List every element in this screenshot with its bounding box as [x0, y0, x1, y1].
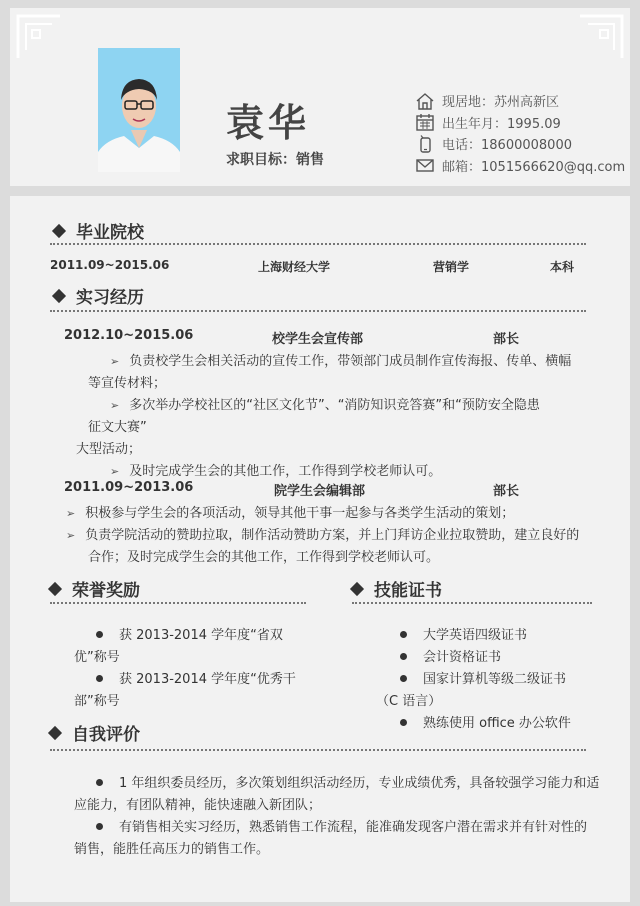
arrow-bullet-icon: ➢: [66, 507, 76, 520]
dot-bullet-icon: [400, 653, 407, 660]
job2-duty-2-cont: 合作；及时完成学生会的其他工作，工作得到学校老师认可。: [88, 550, 440, 565]
contact-phone: [414, 133, 634, 155]
diamond-bullet-icon: [52, 288, 66, 302]
honor-item-1: 获 2013-2014 学年度“省双: [96, 624, 283, 643]
dot-bullet-icon: [400, 631, 407, 638]
arrow-bullet-icon: ➢: [66, 529, 76, 542]
section-title-honors: 荣誉奖励: [50, 576, 140, 601]
contact-address: [414, 90, 634, 112]
address-text: 现居地：苏州高新区: [442, 95, 560, 111]
profile-photo: [98, 48, 180, 172]
mail-icon: [414, 156, 436, 174]
section-divider: [352, 602, 592, 604]
diamond-bullet-icon: [350, 581, 364, 595]
arrow-bullet-icon: ➢: [110, 399, 120, 412]
skill-item-1: 大学英语四级证书: [400, 624, 527, 643]
job1-duty-2-cont2: 大型活动；: [76, 442, 142, 457]
contact-list: [414, 90, 634, 176]
dot-bullet-icon: [400, 719, 407, 726]
skill-item-4: 熟练使用 office 办公软件: [400, 712, 571, 731]
phone-text: 电话：18600008000: [442, 138, 572, 154]
phone-icon: [414, 135, 436, 153]
section-title-skills: 技能证书: [352, 576, 442, 601]
self-eval-item-2: 有销售相关实习经历，熟悉销售工作流程，能准确发现客户潜在需求并有针对性的: [96, 816, 587, 835]
contact-email: [414, 155, 634, 177]
dot-bullet-icon: [400, 675, 407, 682]
self-eval-item-1-cont: 应能力，有团队精神，能快速融入新团队；: [74, 798, 322, 813]
arrow-bullet-icon: ➢: [110, 465, 120, 478]
birth-text: 出生年月：1995.09: [442, 116, 561, 132]
job1-duty-2: ➢ 多次举办学校社区的“社区文化节”、“消防知识竞答赛”和“预防安全隐患: [110, 398, 540, 413]
self-eval-item-1: 1 年组织委员经历，多次策划组织活动经历，专业成绩优秀，具备较强学习能力和适: [96, 772, 599, 791]
job2-duty-2: ➢ 负责学院活动的赞助拉取，制作活动赞助方案，并上门拜访企业拉取赞助，建立良好的: [66, 528, 580, 543]
skill-item-3: 国家计算机等级二级证书: [400, 668, 566, 687]
resume-body: [10, 196, 630, 902]
job1-duty-3: ➢ 及时完成学生会的其他工作，工作得到学校老师认可。: [110, 464, 442, 479]
job1-duty-1-cont: 等宣传材料；: [88, 376, 167, 391]
job2-department: 院学生会编辑部: [274, 484, 366, 499]
arrow-bullet-icon: ➢: [110, 355, 120, 368]
job-objective: 求职目标：销售: [226, 152, 324, 168]
skill-item-2: 会计资格证书: [400, 646, 501, 665]
corner-ornament-icon: [578, 14, 624, 60]
contact-birth: [414, 112, 634, 134]
job1-period: 2012.10~2015.06: [64, 328, 194, 343]
section-title-education: 毕业院校: [54, 218, 144, 243]
self-eval-item-2-cont: 销售，能胜任高压力的销售工作。: [74, 842, 270, 857]
skill-item-3-cont: （C 语言）: [376, 694, 442, 709]
section-divider: [50, 243, 586, 245]
dot-bullet-icon: [96, 779, 103, 786]
education-period: 2011.09~2015.06: [50, 258, 170, 272]
calendar-icon: [414, 113, 436, 131]
section-title-self-evaluation: 自我评价: [50, 720, 140, 745]
job1-department: 校学生会宣传部: [272, 332, 364, 347]
section-title-internship: 实习经历: [54, 283, 144, 308]
section-divider: [50, 749, 586, 751]
job2-period: 2011.09~2013.06: [64, 480, 194, 495]
resume-header: [10, 8, 630, 186]
dot-bullet-icon: [96, 631, 103, 638]
job2-duty-1: ➢ 积极参与学生会的各项活动，领导其他干事一起参与各类学生活动的策划；: [66, 506, 515, 521]
job1-role: 部长: [493, 332, 520, 347]
education-major: 营销学: [433, 260, 470, 274]
home-icon: [414, 92, 436, 110]
section-divider: [50, 602, 306, 604]
education-degree: 本科: [550, 260, 575, 274]
diamond-bullet-icon: [48, 581, 62, 595]
email-text: 邮箱：1051566620@qq.com: [442, 159, 626, 175]
honor-item-2-cont: 部”称号: [74, 694, 120, 709]
education-school: 上海财经大学: [258, 260, 331, 274]
job1-duty-2-cont: 征文大赛”: [88, 420, 147, 435]
honor-item-2: 获 2013-2014 学年度“优秀干: [96, 668, 296, 687]
section-divider: [50, 310, 586, 312]
honor-item-1-cont: 优”称号: [74, 650, 120, 665]
corner-ornament-icon: [16, 14, 62, 60]
job1-duty-1: ➢ 负责校学生会相关活动的宣传工作，带领部门成员制作宣传海报、传单、横幅: [110, 354, 572, 369]
diamond-bullet-icon: [52, 223, 66, 237]
dot-bullet-icon: [96, 675, 103, 682]
candidate-name: 袁华: [226, 101, 311, 145]
job2-role: 部长: [493, 484, 520, 499]
diamond-bullet-icon: [48, 725, 62, 739]
dot-bullet-icon: [96, 823, 103, 830]
